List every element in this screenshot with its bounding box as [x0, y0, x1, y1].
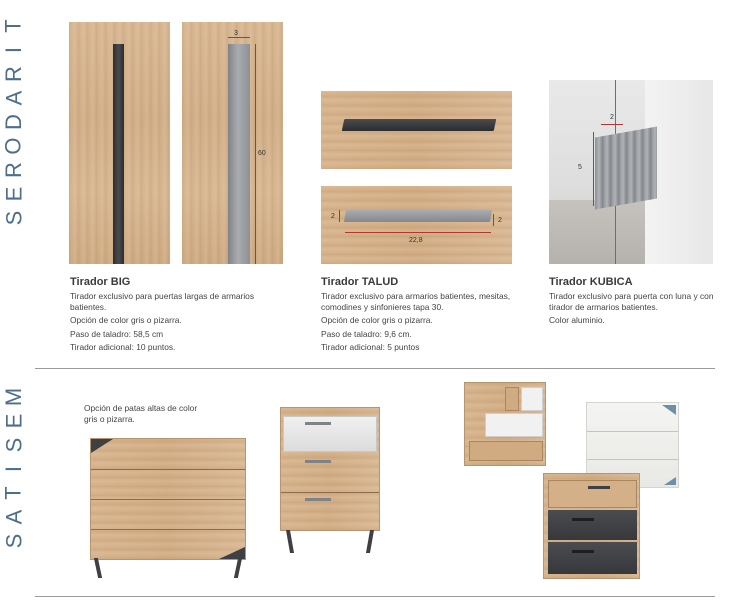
kubica-dim-height: 5: [578, 164, 582, 171]
kubica-handle: [595, 127, 657, 210]
big-drill: Paso de taladro: 58,5 cm: [70, 328, 164, 339]
big-photo-slate: [69, 22, 170, 264]
talud-handle-grey: [344, 210, 492, 222]
chest-leg-right: [234, 558, 242, 578]
big-photo-grey: [182, 22, 283, 264]
big-color: Opción de color gris o pizarra.: [70, 315, 182, 326]
big-dim-height: 60: [258, 150, 266, 157]
talud-photo-grey: [321, 186, 512, 264]
talud-handle-slate: [342, 119, 497, 131]
section-label-mesitas: M E S I T A S: [0, 387, 26, 549]
big-extra: Tirador adicional: 10 puntos.: [70, 341, 176, 352]
big-title: Tirador BIG: [70, 276, 131, 288]
nightstand-wide: [90, 438, 246, 578]
nightstand-wood-white: [464, 382, 546, 466]
chest-leg-left: [94, 558, 102, 578]
chest-slate-corner-top: [91, 439, 113, 453]
talud-dim-left: 2: [331, 213, 335, 220]
kubica-photo: [549, 80, 713, 264]
kubica-dim-width: 2: [610, 114, 614, 121]
big-handle-grey: [228, 44, 250, 264]
big-description: Tirador exclusivo para puertas largas de armarios batientes.: [70, 291, 255, 313]
bottom-divider: [35, 596, 715, 597]
section-label-tiradores: T I R A D O R E S: [0, 19, 26, 226]
talud-drill: Paso de taladro: 9,6 cm.: [321, 328, 412, 339]
talud-description: Tirador exclusivo para armarios batientes, mesitas, comodines y sinfonieres tapa 30.: [321, 291, 511, 313]
nightstand-wood-slate: [543, 473, 640, 579]
talud-description-block: [321, 291, 511, 355]
talud-photo-slate: [321, 91, 512, 169]
kubica-description-block: [549, 291, 727, 329]
kubica-title: Tirador KUBICA: [549, 276, 633, 288]
talud-color: Opción de color gris o pizarra.: [321, 315, 433, 326]
talud-extra: Tirador adicional: 5 puntos: [321, 341, 420, 352]
section-divider: [35, 368, 715, 369]
big-dim-width: 3: [234, 30, 238, 37]
kubica-color: Color aluminio.: [549, 315, 605, 326]
talud-title: Tirador TALUD: [321, 276, 399, 288]
mesitas-note: Opción de patas altas de color gris o pizarra.: [84, 403, 198, 425]
big-description-block: [70, 291, 255, 355]
talud-dim-length: 22,8: [409, 237, 423, 244]
kubica-description: Tirador exclusivo para puerta con luna y con tirador de armarios batientes.: [549, 291, 714, 313]
nightstand-legs: [280, 407, 380, 553]
big-handle-slate: [113, 44, 124, 264]
talud-dim-right: 2: [498, 217, 502, 224]
